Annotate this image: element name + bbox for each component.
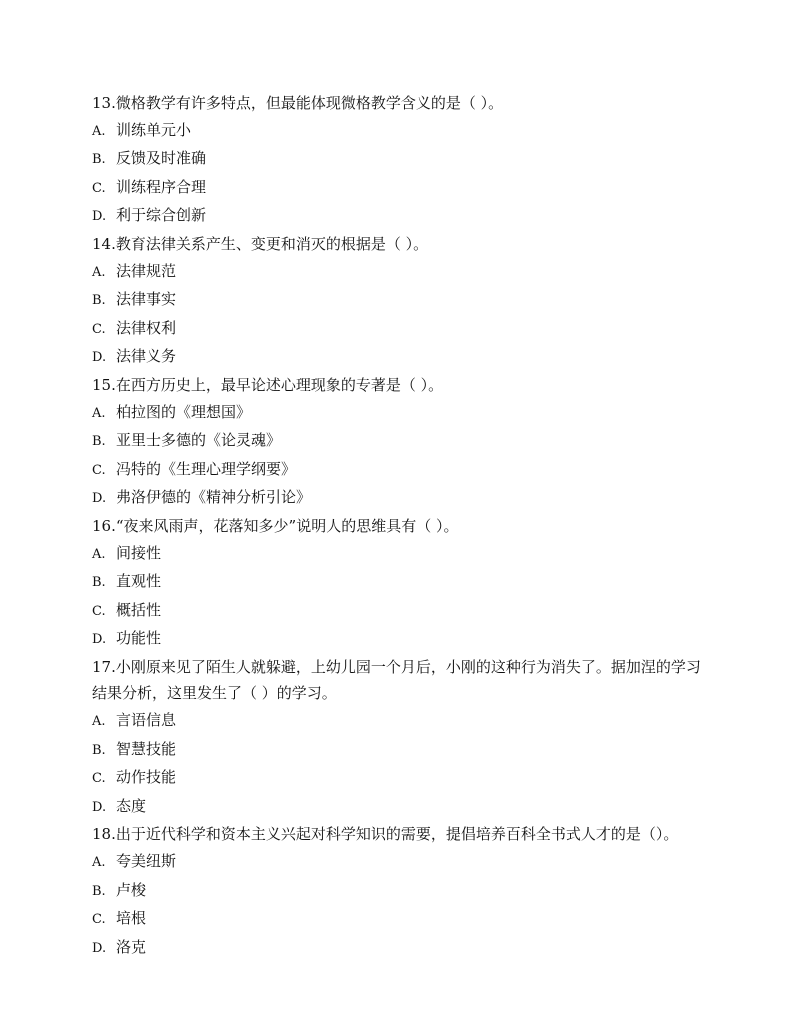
option-letter: A.: [92, 405, 106, 421]
option-text: 冯特的《生理心理学纲要》: [116, 459, 297, 478]
option-a: [92, 258, 702, 287]
option-text: 功能性: [116, 629, 162, 648]
option-letter: D.: [92, 209, 107, 225]
option-text: 法律义务: [116, 347, 177, 366]
option-letter: A.: [92, 123, 106, 139]
option-b: [92, 736, 702, 765]
option-text: 洛克: [116, 937, 147, 956]
question-stem: 14.教育法律关系产生、变更和消灭的根据是（ ）。: [92, 234, 429, 253]
option-letter: C.: [92, 771, 106, 787]
option-text: 弗洛伊德的《精神分析引论》: [116, 488, 312, 507]
option-letter: D.: [92, 799, 107, 815]
option-b: [92, 145, 702, 174]
option-letter: A.: [92, 546, 106, 562]
option-c: [92, 905, 702, 934]
option-text: 态度: [116, 796, 147, 815]
option-letter: B.: [92, 575, 106, 591]
option-letter: D.: [92, 350, 107, 366]
option-text: 动作技能: [116, 768, 177, 787]
option-text: 间接性: [116, 543, 162, 562]
question-15: [92, 372, 702, 513]
option-text: 夸美纽斯: [116, 852, 177, 871]
question-14: [92, 231, 702, 372]
option-c: [92, 764, 702, 793]
option-letter: B.: [92, 742, 106, 758]
option-letter: B.: [92, 883, 106, 899]
question-13: [92, 90, 702, 231]
question-stem: 16.“夜来风雨声，花落知多少”说明人的思维具有（ ）。: [92, 516, 459, 535]
option-letter: A.: [92, 264, 106, 280]
option-text: 柏拉图的《理想国》: [116, 402, 252, 421]
option-a: [92, 540, 702, 569]
option-a: [92, 399, 702, 428]
option-text: 直观性: [116, 572, 162, 591]
option-text: 反馈及时准确: [116, 149, 207, 168]
option-letter: B.: [92, 434, 106, 450]
option-d: [92, 484, 702, 513]
option-b: [92, 286, 702, 315]
option-a: [92, 707, 702, 736]
option-letter: A.: [92, 714, 106, 730]
option-text: 训练程序合理: [116, 177, 207, 196]
option-c: [92, 456, 702, 485]
option-c: [92, 597, 702, 626]
option-a: [92, 848, 702, 877]
option-letter: A.: [92, 855, 106, 871]
question-16: [92, 513, 702, 654]
option-text: 培根: [116, 909, 147, 928]
question-stem: 15.在西方历史上，最早论述心理现象的专著是（ ）。: [92, 375, 444, 394]
option-text: 法律权利: [116, 318, 177, 337]
option-text: 言语信息: [116, 711, 177, 730]
option-text: 利于综合创新: [116, 206, 207, 225]
option-letter: D.: [92, 940, 107, 956]
option-letter: C.: [92, 180, 106, 196]
option-c: [92, 315, 702, 344]
option-letter: B.: [92, 152, 106, 168]
option-letter: C.: [92, 462, 106, 478]
option-text: 法律事实: [116, 290, 177, 309]
question-17: [92, 654, 702, 822]
question-stem: 18.出于近代科学和资本主义兴起对科学知识的需要，提倡培养百科全书式人才的是（）。: [92, 825, 679, 844]
option-text: 卢梭: [116, 880, 147, 899]
option-d: [92, 625, 702, 654]
option-d: [92, 202, 702, 231]
option-d: [92, 793, 702, 822]
option-c: [92, 174, 702, 203]
option-letter: D.: [92, 491, 107, 507]
option-b: [92, 427, 702, 456]
option-a: [92, 117, 702, 146]
question-stem: 13.微格教学有许多特点，但最能体现微格教学含义的是（ ）。: [92, 94, 504, 112]
option-d: [92, 934, 702, 963]
option-b: [92, 568, 702, 597]
option-text: 训练单元小: [116, 120, 192, 139]
question-18: [92, 821, 702, 962]
option-letter: D.: [92, 632, 107, 648]
question-list: [92, 90, 702, 962]
option-letter: C.: [92, 603, 106, 619]
option-text: 法律规范: [116, 261, 177, 280]
option-text: 亚里士多德的《论灵魂》: [116, 431, 282, 450]
option-letter: C.: [92, 321, 106, 337]
option-letter: C.: [92, 912, 106, 928]
option-text: 概括性: [116, 600, 162, 619]
option-text: 智慧技能: [116, 739, 177, 758]
option-letter: B.: [92, 293, 106, 309]
option-b: [92, 877, 702, 906]
question-stem: 17.小刚原来见了陌生人就躲避，上幼儿园一个月后，小刚的这种行为消失了。据加涅的学习结果分析，这里发生了（ ）的学习。: [92, 657, 701, 703]
option-d: [92, 343, 702, 372]
